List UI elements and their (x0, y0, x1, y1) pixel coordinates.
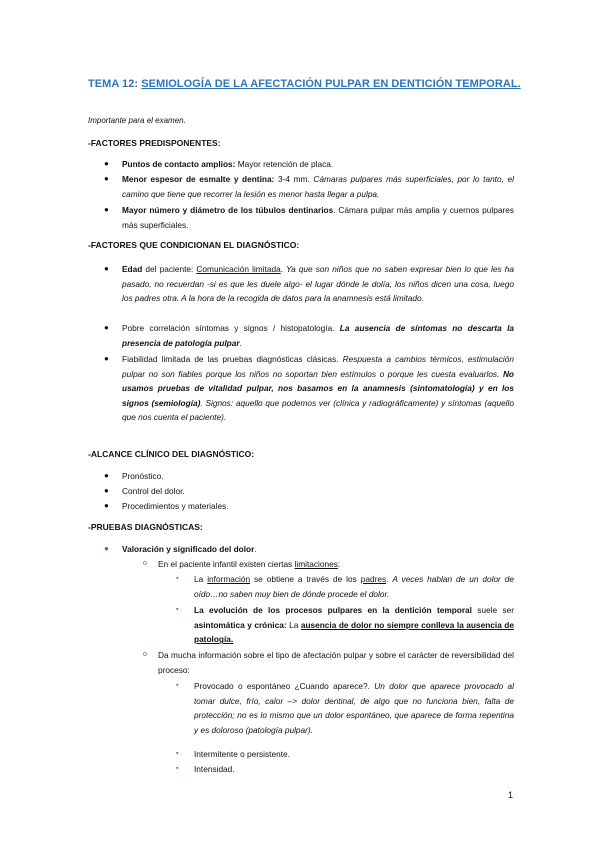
item-bold: Menor espesor de esmalte y dentina: (122, 174, 275, 184)
title-prefix: TEMA 12: (88, 78, 142, 90)
item-text: . (254, 544, 257, 554)
heading-predisponentes (88, 138, 221, 148)
title-main: SEMIOLOGÍA DE LA AFECTACIÓN PULPAR EN DENTICIÓN TEMPORAL. (141, 78, 521, 90)
item-underline: limitaciones (294, 559, 338, 569)
item-text: La (194, 574, 208, 584)
bullet-dot: ● (104, 174, 109, 183)
page-number: 1 (508, 790, 514, 800)
item-text: Fiabilidad limitada de las pruebas diagnósticas clásicas. (122, 354, 343, 364)
bullet-dot: ● (104, 205, 109, 214)
alcance-item-1: Pronóstico. (122, 471, 164, 481)
pruebas-sub-intensidad: Intensidad. (194, 764, 235, 774)
heading-alcance (88, 449, 254, 459)
item-text: . (280, 264, 287, 274)
item-bold: Edad (122, 264, 143, 274)
predisponente-item-3 (122, 203, 514, 232)
diagnostico-item-2 (122, 321, 514, 350)
bullet-square: ▪ (176, 575, 179, 582)
item-text: : (337, 559, 341, 569)
item-text: se obtiene a través de los (250, 574, 361, 584)
item-underline: padres (360, 574, 387, 584)
item-bold-italic: No usamos pruebas de vitalidad pulpar, nos basamos en la anamnesis (sintomatología) y en los signos (semiología) (122, 368, 514, 408)
predisponente-item-1 (122, 157, 514, 172)
bullet-square: ▪ (176, 606, 179, 613)
heading-alcance-text: -ALCANCE CLÍNICO DEL DIAGNÓSTICO: (88, 449, 255, 459)
item-bold-underline: ausencia de dolor no siempre conlleva la ausencia de patología. (194, 619, 514, 645)
item-text: Provocado o espontáneo ¿Cuando aparece?. (194, 681, 375, 691)
bullet-square: ▪ (176, 750, 179, 757)
item-text: suele ser (471, 605, 514, 615)
bullet-circle: o (143, 560, 147, 567)
predisponente-item-2 (122, 172, 514, 201)
bullet-dot: ● (104, 264, 109, 273)
diagnostico-item-3 (122, 352, 514, 425)
item-bold: Puntos de contacto amplios: (122, 159, 236, 169)
item-text: . Cámara pulpar más amplia y cuernos pulpares más superficiales. (122, 205, 514, 230)
item-text: del paciente: (142, 264, 197, 274)
item-italic: Respuesta a cambios térmicos, estimulación pulpar no son fiables porque los niños no soportan bien estímulos o porque les cuesta evaluarlos. (122, 354, 514, 379)
bullet-dot: ● (104, 323, 109, 332)
item-underline: información (207, 574, 251, 584)
item-underline: Comunicación limitada (196, 264, 281, 274)
item-italic: . (239, 337, 242, 348)
bullet-circle: o (143, 651, 147, 658)
bullet-dot: ● (104, 159, 109, 168)
alcance-item-3: Procedimientos y materiales. (122, 501, 229, 511)
heading-diagnostico (88, 240, 299, 250)
heading-predisponentes-text: -FACTORES PREDISPONENTES: (88, 138, 221, 148)
bullet-square: ▪ (176, 682, 179, 689)
heading-pruebas (88, 522, 203, 532)
pruebas-sub-intermitente: Intermitente o persistente. (194, 749, 290, 759)
item-text: En el paciente infantil existen ciertas (158, 559, 295, 569)
bullet-dot: ● (104, 471, 109, 480)
heading-diagnostico-text: -FACTORES QUE CONDICIONAN EL DIAGNÓSTICO: (88, 240, 300, 250)
bullet-dot: ● (104, 354, 109, 363)
pruebas-sub-evolucion (194, 603, 514, 647)
item-italic: A veces hablan de un dolor de oído…no saben muy bien de dónde procede el dolor. (194, 574, 514, 599)
item-text: Mayor retención de placa. (235, 159, 334, 169)
item-italic: Cámaras pulpares más superficiales, por lo tanto, el camino que tiene que recorrer la lesión es menor hasta llegar a pulpa. (122, 174, 514, 199)
pruebas-item-dolor (122, 542, 514, 557)
alcance-item-2: Control del dolor. (122, 486, 185, 496)
pruebas-sub-informacion (194, 572, 514, 601)
document-title (88, 78, 521, 90)
item-italic: Ya que son niños que no saben expresar bien lo que les ha pasado, no recuerdan -si es que les duele algo- el lugar dónde le dolía, los niños dicen una cosa, luego los padres otra. A la hora de la recogida de datos para la anamnesis está limitado. (122, 264, 515, 304)
pruebas-sub-provocado (194, 679, 514, 737)
item-bold: asintomática y crónica: (194, 619, 287, 630)
item-bold: Mayor número y diámetro de los túbulos dentinarios (122, 205, 334, 215)
pruebas-sub-informacion-tipo: Da mucha información sobre el tipo de afectación pulpar y sobre el carácter de reversibilidad del proceso: (158, 650, 514, 675)
item-bold-italic: La ausencia de síntomas no descarta la presencia de patología pulpar (122, 323, 514, 348)
pruebas-sub-limitaciones (158, 557, 514, 572)
item-text: Pobre correlación síntomas y signos / histopatología. (122, 323, 340, 333)
item-text: 3-4 mm. (274, 174, 314, 184)
diagnostico-item-1 (122, 262, 514, 306)
bullet-dot-blue: ● (104, 544, 109, 553)
bullet-dot: ● (104, 486, 109, 495)
item-italic: Un dolor que aparece provocado al tomar dulce, frío, calor –> dolor dentinal, de algo que no funciona bien, falta de protección; no es lo mismo que un dolor espontáneo, que aparece de forma repentina y es doloroso (patología pulpar). (194, 681, 514, 735)
item-italic: . Signos: aquello que podemos ver (clínica y radiográficamente) y síntomas (aquello que nos cuenta el paciente). (122, 397, 514, 423)
exam-note: Importante para el examen. (88, 116, 186, 125)
item-text: . (386, 574, 393, 584)
item-text: La (286, 619, 301, 630)
item-bold: La evolución de los procesos pulpares en la dentición temporal (194, 605, 472, 615)
heading-pruebas-text: -PRUEBAS DIAGNÓSTICAS: (88, 522, 203, 532)
bullet-dot: ● (104, 501, 109, 510)
item-bold: Valoración y significado del dolor (122, 544, 255, 554)
bullet-square: ▪ (176, 765, 179, 772)
